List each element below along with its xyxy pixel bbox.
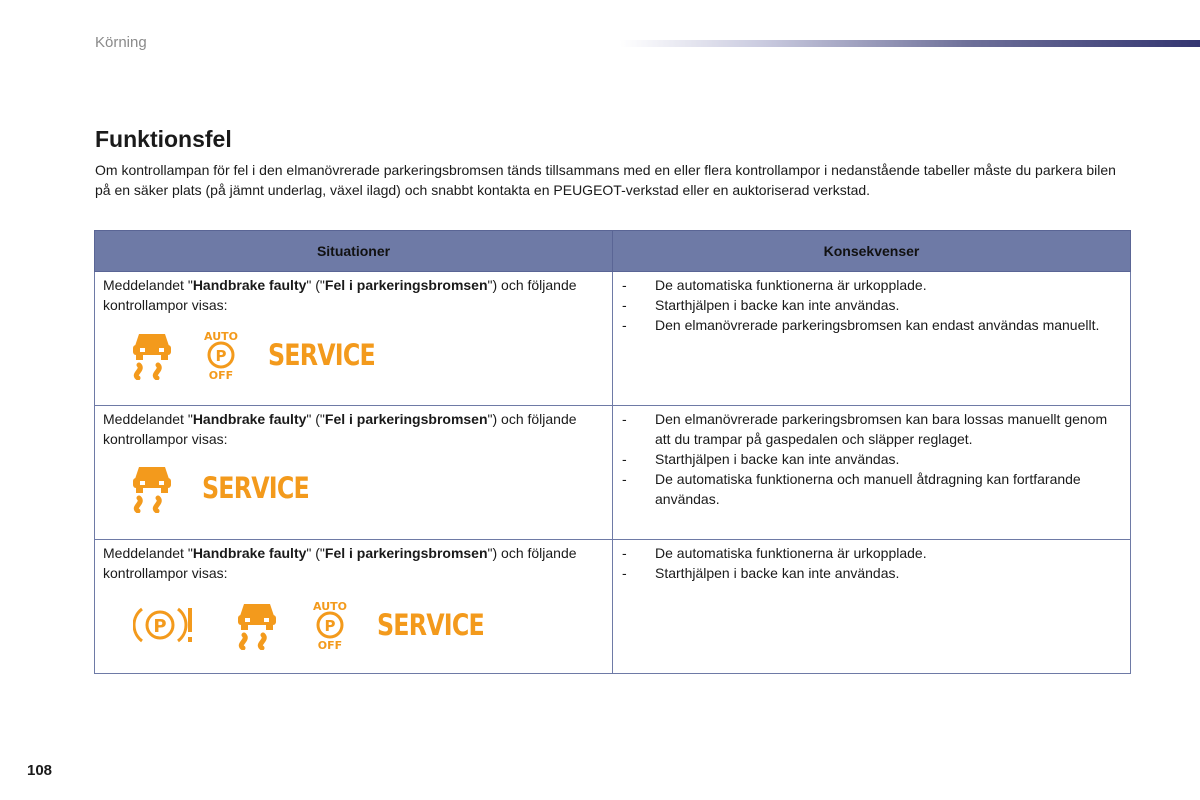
column-header-situations: Situationer xyxy=(95,231,613,272)
warning-lamps xyxy=(133,599,604,651)
list-item: - De automatiska funktionerna är urkopplade. xyxy=(619,275,1122,295)
page-number: 108 xyxy=(27,762,53,779)
list-item: - Starthjälpen i backe kan inte användas. xyxy=(619,449,1122,469)
situation-cell xyxy=(95,272,613,406)
service-warning-text: SERVICE xyxy=(377,608,484,642)
auto-label: AUTO xyxy=(313,600,347,613)
table-header-row xyxy=(95,231,1131,272)
consequence-list xyxy=(619,543,1122,583)
p-label: P xyxy=(153,616,167,637)
fault-table xyxy=(94,230,1131,674)
situation-text: Meddelandet "Handbrake faulty" ("Fel i parkeringsbromsen") och följande kontrollampor visas: xyxy=(103,277,577,313)
intro-paragraph: Om kontrollampan för fel i den elmanövrerade parkeringsbromsen tänds tillsammans med en eller flera kontrollampor i nedanstående tabeller måste du parkera bilen på en säker plats (på jämnt underlag, växel ilagd) och snabbt kontakta en PEUGEOT-verkstad eller en auktoriserad verkstad. xyxy=(95,162,1116,198)
list-item: - De automatiska funktionerna är urkopplade. xyxy=(619,543,1122,563)
consequence-cell xyxy=(613,406,1131,540)
consequence-cell xyxy=(613,540,1131,674)
situation-text: Meddelandet "Handbrake faulty" ("Fel i parkeringsbromsen") och följande kontrollampor visas: xyxy=(103,545,577,581)
warning-lamps xyxy=(130,329,604,381)
situation-text: Meddelandet "Handbrake faulty" ("Fel i parkeringsbromsen") och följande kontrollampor visas: xyxy=(103,411,577,447)
table-row xyxy=(95,272,1131,406)
page-title: Funktionsfel xyxy=(95,126,232,152)
service-warning-text: SERVICE xyxy=(202,471,309,505)
consequence-list xyxy=(619,275,1122,335)
skid-warning-icon xyxy=(130,330,174,380)
list-item: - Starthjälpen i backe kan inte användas. xyxy=(619,563,1122,583)
off-label: OFF xyxy=(208,369,234,381)
service-warning-text: SERVICE xyxy=(268,338,375,372)
situation-cell xyxy=(95,406,613,540)
warning-lamps xyxy=(130,463,604,513)
p-label: P xyxy=(215,347,227,365)
list-item: - Den elmanövrerade parkeringsbromsen kan endast användas manuellt. xyxy=(619,315,1122,335)
parking-brake-fault-icon xyxy=(133,603,195,647)
list-item: - Den elmanövrerade parkeringsbromsen kan bara lossas manuellt genom att du trampar på gaspedalen och släpper reglaget. xyxy=(619,409,1122,449)
list-item: - De automatiska funktionerna och manuell åtdragning kan fortfarande användas. xyxy=(619,469,1122,509)
auto-park-off-icon xyxy=(200,329,242,381)
skid-warning-icon xyxy=(235,600,279,650)
skid-warning-icon xyxy=(130,463,174,513)
p-label: P xyxy=(324,617,336,635)
table-row xyxy=(95,540,1131,674)
table-row xyxy=(95,406,1131,540)
situation-cell xyxy=(95,540,613,674)
section-label: Körning xyxy=(95,34,147,51)
header-gradient-bar xyxy=(620,40,1200,47)
auto-park-off-icon xyxy=(309,599,351,651)
auto-label: AUTO xyxy=(204,330,238,343)
list-item: - Starthjälpen i backe kan inte användas. xyxy=(619,295,1122,315)
column-header-consequences: Konsekvenser xyxy=(613,231,1131,272)
off-label: OFF xyxy=(317,639,343,651)
consequence-cell xyxy=(613,272,1131,406)
consequence-list xyxy=(619,409,1122,509)
